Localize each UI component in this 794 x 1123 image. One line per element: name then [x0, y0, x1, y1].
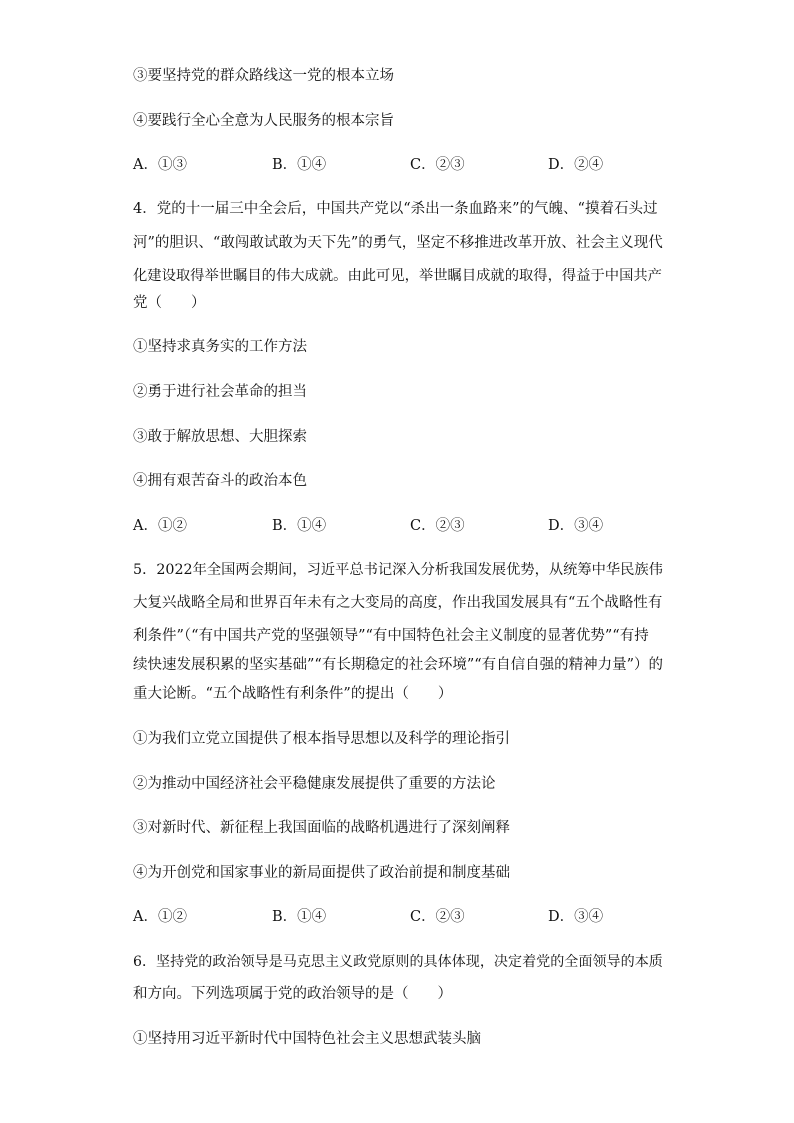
q3-option-b[interactable]: B．①④ — [272, 157, 327, 173]
q5-item-4: ④为开创党和国家事业的新局面提供了政治前提和制度基础 — [133, 865, 510, 881]
q4-item-2: ②勇于进行社会革命的担当 — [133, 384, 307, 400]
q6-stem-line-2: 和方向。下列选项属于党的政治领导的是（ ） — [133, 986, 452, 1002]
q5-option-c[interactable]: C．②③ — [410, 909, 465, 925]
q3-option-d[interactable]: D．②④ — [548, 157, 604, 173]
q5-option-d[interactable]: D．③④ — [548, 909, 604, 925]
q3-option-c[interactable]: C．②③ — [410, 157, 465, 173]
q4-option-c[interactable]: C．②③ — [410, 518, 465, 534]
q4-stem-line-1: 4．党的十一届三中全会后，中国共产党以“杀出一条血路来”的气魄、“摸着石头过 — [133, 201, 658, 217]
q5-stem-line-3: 利条件”（“有中国共产党的坚强领导”“有中国特色社会主义制度的显著优势”“有持 — [133, 628, 649, 644]
q5-options — [133, 907, 653, 927]
q6-item-1: ①坚持用习近平新时代中国特色社会主义思想武装头脑 — [133, 1031, 481, 1047]
q3-options — [133, 155, 653, 175]
q3-option-a[interactable]: A．①③ — [133, 157, 187, 173]
q4-item-3: ③敢于解放思想、大胆探索 — [133, 429, 307, 445]
q4-option-a[interactable]: A．①② — [133, 518, 187, 534]
q5-item-1: ①为我们立党立国提供了根本指导思想以及科学的理论指引 — [133, 731, 510, 747]
q4-option-b[interactable]: B．①④ — [272, 518, 327, 534]
q5-stem-line-4: 续快速发展积累的坚实基础”“有长期稳定的社会环境”“有自信自强的精神力量”）的 — [133, 657, 664, 673]
q3-item-4: ④要践行全心全意为人民服务的根本宗旨 — [133, 113, 394, 129]
q5-option-b[interactable]: B．①④ — [272, 909, 327, 925]
q5-item-2: ②为推动中国经济社会平稳健康发展提供了重要的方法论 — [133, 776, 496, 792]
q4-item-1: ①坚持求真务实的工作方法 — [133, 339, 307, 355]
q4-item-4: ④拥有艰苦奋斗的政治本色 — [133, 473, 307, 489]
q5-stem-line-1: 5．2022年全国两会期间，习近平总书记深入分析我国发展优势，从统筹中华民族伟 — [133, 562, 663, 578]
q4-stem-line-2: 河”的胆识、“敢闯敢试敢为天下先”的勇气，坚定不移推进改革开放、社会主义现代 — [133, 235, 663, 251]
q6-stem-line-1: 6．坚持党的政治领导是马克思主义政党原则的具体体现，决定着党的全面领导的本质 — [133, 954, 663, 970]
q4-stem-line-4: 党（ ） — [133, 295, 206, 311]
q5-option-a[interactable]: A．①② — [133, 909, 187, 925]
q5-stem-line-2: 大复兴战略全局和世界百年未有之大变局的高度，作出我国发展具有“五个战略性有 — [133, 595, 663, 611]
q4-option-d[interactable]: D．③④ — [548, 518, 604, 534]
q4-options — [133, 516, 653, 536]
q5-stem-line-5: 重大论断。“五个战略性有利条件”的提出（ ） — [133, 686, 453, 702]
q4-stem-line-3: 化建设取得举世瞩目的伟大成就。由此可见，举世瞩目成就的取得，得益于中国共产 — [133, 268, 662, 284]
q3-item-3: ③要坚持党的群众路线这一党的根本立场 — [133, 68, 394, 84]
q5-item-3: ③对新时代、新征程上我国面临的战略机遇进行了深刻阐释 — [133, 820, 510, 836]
